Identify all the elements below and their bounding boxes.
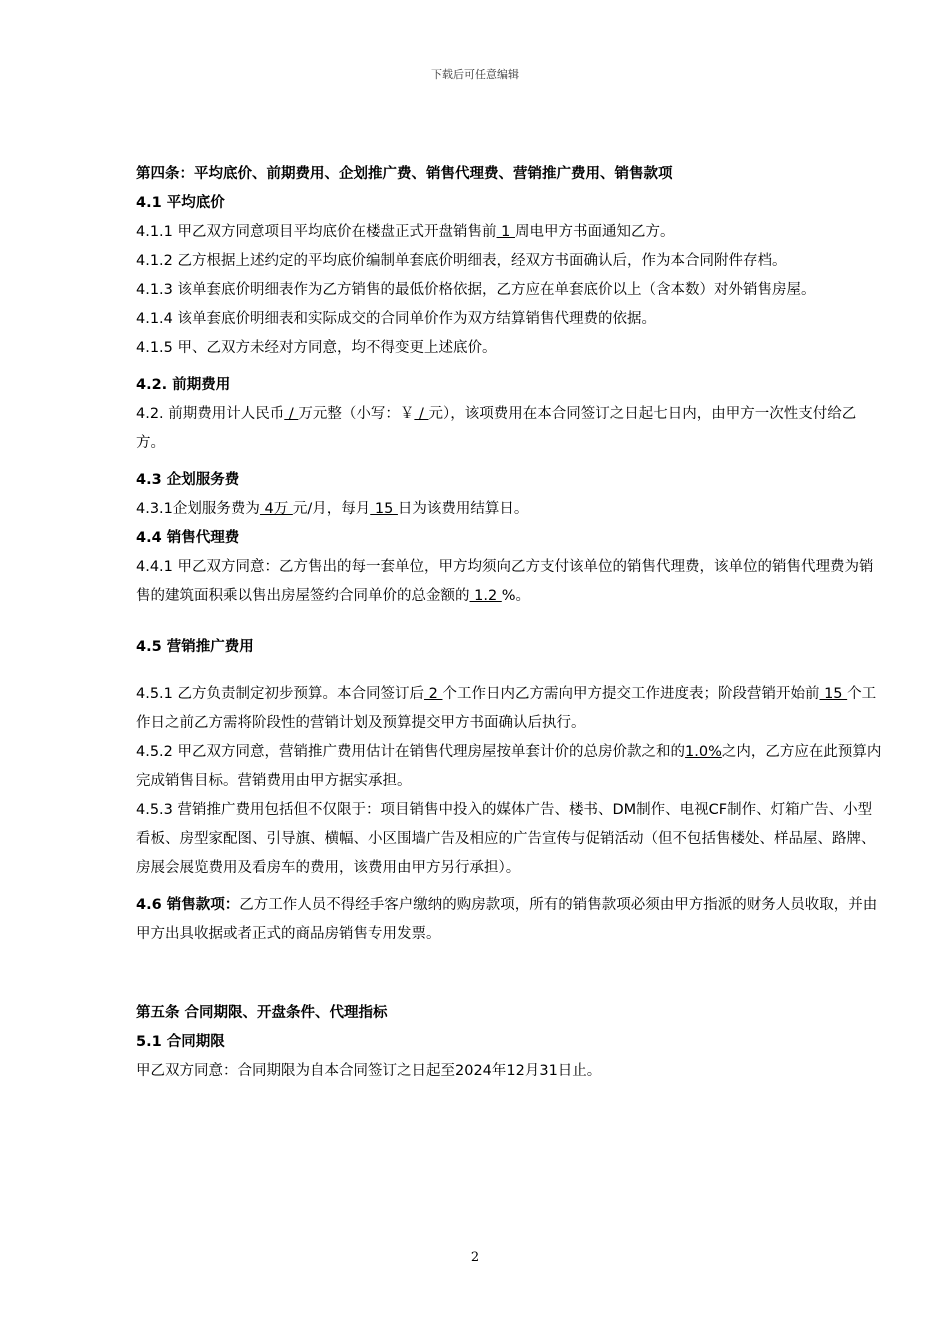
blank-workdays-before: 15 [819,686,848,702]
section-4-1-heading: 4.1 平均底价 [136,195,225,211]
blank-marketing-rate: 1.0% [685,744,722,760]
clause-4-1-1: 4.1.1 甲乙双方同意项目平均底价在楼盘正式开盘销售前 1 周电甲方书面通知乙方。 [136,224,675,240]
section-4-4-heading: 4.4 销售代理费 [136,530,240,546]
section-4-3-heading: 4.3 企划服务费 [136,472,240,488]
section-5-1-heading: 5.1 合同期限 [136,1034,225,1050]
clause-4-2: 4.2. 前期费用计人民币 / 万元整（小写：￥ / 元），该项费用在本合同签订之日起七日内，由甲方一次性支付给乙方。 [136,406,857,451]
page-header: 下载后可任意编辑 [431,68,519,81]
document-body [136,160,882,1086]
page-number: 2 [470,1250,480,1265]
blank-service-fee: 4万 [259,501,293,517]
clause-4-1-4: 4.1.4 该单套底价明细表和实际成交的合同单价作为双方结算销售代理费的依据。 [136,311,657,327]
clause-4-1-3: 4.1.3 该单套底价明细表作为乙方销售的最低价格依据，乙方应在单套底价以上（含本数）对外销售房屋。 [136,282,816,298]
clause-4-5-1: 4.5.1 乙方负责制定初步预算。本合同签订后 2 个工作日内乙方需向甲方提交工作进度表；阶段营销开始前 15 个工作日之前乙方需将阶段性的营销计划及预算提交甲方书面确认后执行。 [136,686,877,731]
blank-weeks: 1 [496,224,515,240]
clause-4-4-1: 4.4.1 甲乙双方同意：乙方售出的每一套单位，甲方均须向乙方支付该单位的销售代理费，该单位的销售代理费为销售的建筑面积乘以售出房屋签约合同单价的总金额的 1.2 %。 [136,559,874,604]
section-4-2-heading: 4.2. 前期费用 [136,377,231,393]
clause-4-1-5: 4.1.5 甲、乙双方未经对方同意，均不得变更上述底价。 [136,340,497,356]
clause-4-1-2: 4.1.2 乙方根据上述约定的平均底价编制单套底价明细表，经双方书面确认后，作为本合同附件存档。 [136,253,787,269]
clause-4-5-3: 4.5.3 营销推广费用包括但不仅限于：项目销售中投入的媒体广告、楼书、DM制作、电视CF制作、灯箱广告、小型看板、房型家配图、引导旗、横幅、小区围墙广告及相应的广告宣传与促销活动（但不包括售楼处、样品屋、路牌、房展会展览费用及看房车的费用，该费用由甲方另行承担）。 [136,802,876,876]
article-4-title: 第四条：平均底价、前期费用、企划推广费、销售代理费、营销推广费用、销售款项 [136,166,673,182]
clause-4-3-1: 4.3.1企划服务费为 4万 元/月，每月 15 日为该费用结算日。 [136,501,529,517]
section-4-5-heading: 4.5 营销推广费用 [136,639,254,655]
article-5-title: 第五条 合同期限、开盘条件、代理指标 [136,1005,388,1021]
blank-commission-rate: 1.2 [469,588,502,604]
clause-4-5-2: 4.5.2 甲乙双方同意，营销推广费用估计在销售代理房屋按单套计价的总房价款之和的1.0%之内，乙方应在此预算内完成销售目标。营销费用由甲方据实承担。 [136,744,882,789]
blank-amount-figures: / [414,406,429,422]
blank-amount-words: / [284,406,299,422]
section-4-6-heading: 4.6 销售款项： [136,897,240,913]
clause-5-1: 甲乙双方同意：合同期限为自本合同签订之日起至2024年12月31日止。 [136,1063,602,1079]
blank-settlement-day: 15 [370,501,398,517]
clause-4-6: 4.6 销售款项：乙方工作人员不得经手客户缴纳的购房款项，所有的销售款项必须由甲方指派的财务人员收取，并由甲方出具收据或者正式的商品房销售专用发票。 [136,897,878,942]
blank-workdays: 2 [424,686,443,702]
